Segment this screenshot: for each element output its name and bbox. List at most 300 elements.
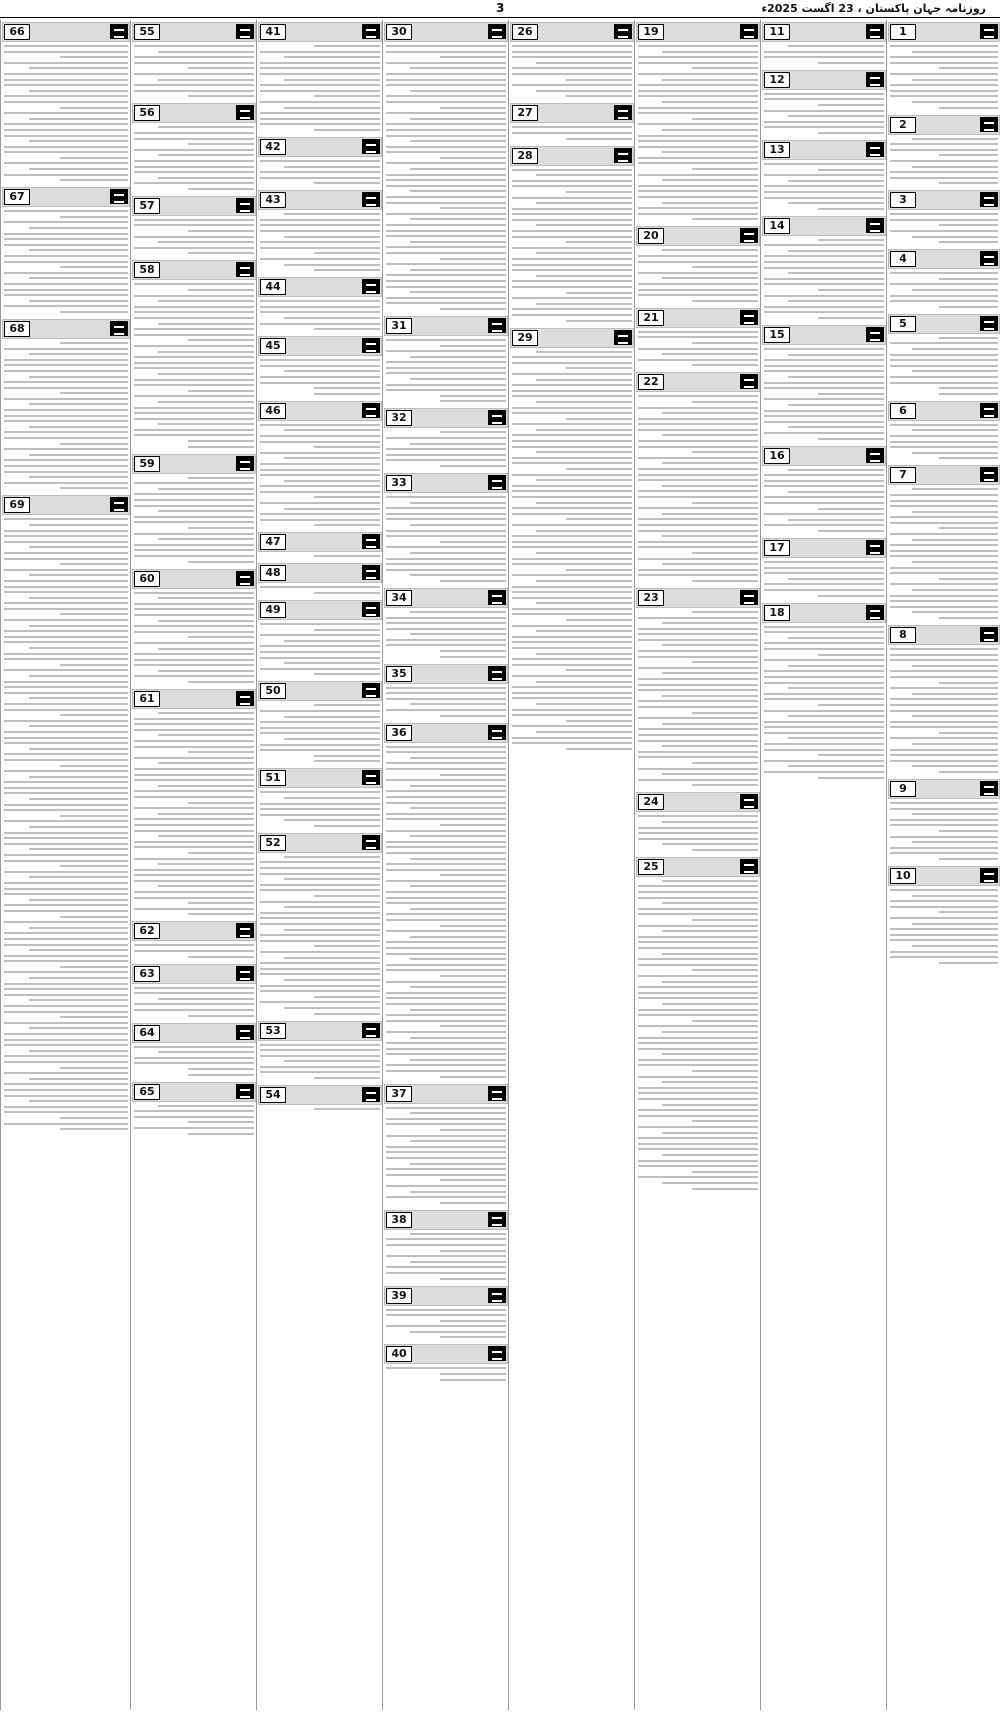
text-line — [260, 917, 380, 919]
text-line — [134, 718, 254, 720]
text-line — [638, 908, 758, 910]
text-line — [386, 1031, 506, 1033]
text-line — [536, 275, 632, 277]
item-number: 18 — [764, 605, 790, 621]
text-line — [512, 67, 632, 69]
text-line — [939, 962, 998, 964]
text-line — [134, 631, 254, 633]
item-body — [1, 45, 131, 181]
news-item — [383, 723, 509, 1078]
text-line — [314, 95, 380, 97]
text-line — [566, 720, 632, 722]
text-line — [410, 908, 506, 910]
text-line — [260, 219, 380, 221]
text-line — [188, 751, 254, 753]
text-line — [29, 1050, 128, 1052]
text-line — [134, 328, 254, 330]
text-line — [188, 440, 254, 442]
item-number: 68 — [4, 321, 30, 337]
item-number: 48 — [260, 565, 286, 581]
item-body — [761, 348, 887, 440]
text-line — [788, 180, 884, 182]
text-line — [260, 84, 380, 86]
text-line — [134, 367, 254, 369]
text-line — [662, 202, 758, 204]
text-line — [536, 502, 632, 504]
text-line — [284, 370, 380, 372]
news-item — [887, 22, 1000, 109]
text-line — [440, 1320, 506, 1322]
text-line — [60, 714, 128, 716]
item-header — [384, 588, 508, 608]
text-line — [60, 916, 128, 918]
text-line — [260, 727, 380, 729]
text-line — [386, 796, 506, 798]
text-line — [512, 219, 632, 221]
text-line — [260, 1066, 380, 1068]
text-line — [890, 160, 998, 162]
text-line — [764, 163, 884, 165]
text-line — [890, 687, 998, 689]
text-line — [638, 107, 758, 109]
text-line — [260, 814, 380, 816]
text-line — [512, 264, 632, 266]
text-line — [60, 1117, 128, 1119]
item-number: 2 — [890, 117, 916, 133]
item-header — [636, 226, 760, 246]
item-tag-icon — [740, 859, 758, 874]
text-line — [410, 443, 506, 445]
text-line — [4, 62, 128, 64]
text-line — [29, 524, 128, 526]
text-line — [4, 820, 128, 822]
text-line — [512, 636, 632, 638]
text-line — [410, 1059, 506, 1061]
text-line — [158, 712, 254, 714]
text-line — [764, 631, 884, 633]
item-number: 55 — [134, 24, 160, 40]
text-line — [314, 182, 380, 184]
text-line — [890, 219, 998, 221]
text-line — [386, 981, 506, 983]
text-line — [692, 580, 758, 582]
text-line — [386, 79, 506, 81]
item-number: 6 — [890, 403, 916, 419]
text-line — [134, 592, 254, 594]
text-line — [692, 266, 758, 268]
text-line — [60, 179, 128, 181]
text-line — [134, 625, 254, 627]
text-line — [692, 451, 758, 453]
item-number: 61 — [134, 691, 160, 707]
text-line — [638, 395, 758, 397]
text-line — [4, 541, 128, 543]
text-line — [134, 807, 254, 809]
text-line — [536, 552, 632, 554]
text-line — [764, 261, 884, 263]
text-line — [260, 732, 380, 734]
text-line — [134, 846, 254, 848]
text-line — [284, 508, 380, 510]
text-line — [4, 364, 128, 366]
text-line — [386, 129, 506, 131]
text-line — [440, 715, 506, 717]
text-line — [638, 423, 758, 425]
text-line — [939, 617, 998, 619]
item-body — [1, 518, 131, 1130]
text-line — [638, 667, 758, 669]
text-line — [764, 693, 884, 695]
text-line — [662, 277, 758, 279]
news-item — [635, 792, 761, 851]
text-line — [890, 213, 998, 215]
text-line — [29, 776, 128, 778]
text-line — [134, 334, 254, 336]
item-header — [258, 190, 382, 210]
text-line — [638, 891, 758, 893]
text-line — [662, 513, 758, 515]
item-body — [383, 45, 509, 310]
text-line — [188, 527, 254, 529]
text-line — [134, 897, 254, 899]
text-line — [410, 858, 506, 860]
item-number: 33 — [386, 475, 412, 491]
item-number: 51 — [260, 770, 286, 786]
text-line — [764, 191, 884, 193]
text-line — [440, 157, 506, 159]
text-line — [134, 729, 254, 731]
text-line — [638, 1137, 758, 1139]
text-line — [890, 149, 998, 151]
text-line — [314, 524, 380, 526]
text-line — [60, 311, 128, 313]
text-line — [60, 815, 128, 817]
text-line — [134, 407, 254, 409]
text-line — [890, 600, 998, 602]
text-line — [662, 485, 758, 487]
text-line — [284, 317, 380, 319]
text-line — [134, 746, 254, 748]
item-body — [383, 1367, 509, 1380]
text-line — [890, 522, 998, 524]
text-line — [260, 867, 380, 869]
text-line — [386, 174, 506, 176]
text-line — [536, 681, 632, 683]
item-header — [888, 314, 1000, 334]
item-tag-icon — [488, 725, 506, 740]
item-header — [258, 681, 382, 701]
item-number: 35 — [386, 666, 412, 682]
text-line — [134, 723, 254, 725]
text-line — [4, 720, 128, 722]
news-item — [887, 779, 1000, 860]
text-line — [4, 653, 128, 655]
text-line — [890, 295, 998, 297]
text-line — [638, 1115, 758, 1117]
text-line — [788, 765, 884, 767]
text-line — [638, 925, 758, 927]
text-line — [314, 760, 380, 762]
text-line — [284, 819, 380, 821]
news-item — [257, 681, 383, 762]
text-line — [440, 824, 506, 826]
text-line — [60, 216, 128, 218]
text-line — [662, 1132, 758, 1134]
item-body — [257, 45, 383, 131]
text-line — [638, 359, 758, 361]
text-line — [764, 185, 884, 187]
text-line — [662, 249, 758, 251]
item-number: 43 — [260, 192, 286, 208]
text-line — [440, 580, 506, 582]
item-body — [761, 469, 887, 533]
text-line — [134, 908, 254, 910]
text-line — [638, 936, 758, 938]
text-line — [662, 412, 758, 414]
item-tag-icon — [980, 316, 998, 331]
text-line — [818, 530, 884, 532]
text-line — [638, 331, 758, 333]
item-body — [383, 339, 509, 403]
text-line — [638, 897, 758, 899]
text-line — [890, 441, 998, 443]
text-line — [638, 213, 758, 215]
text-line — [890, 737, 998, 739]
news-item — [131, 1023, 257, 1076]
text-line — [29, 949, 128, 951]
text-line — [260, 744, 380, 746]
news-item — [887, 190, 1000, 243]
text-line — [29, 1027, 128, 1029]
text-line — [260, 463, 380, 465]
text-line — [4, 84, 128, 86]
text-line — [638, 1143, 758, 1145]
text-line — [912, 895, 998, 897]
text-line — [410, 552, 506, 554]
item-body — [257, 300, 383, 330]
item-number: 56 — [134, 105, 160, 121]
text-line — [410, 574, 506, 576]
text-line — [386, 1244, 506, 1246]
text-line — [536, 224, 632, 226]
text-line — [939, 771, 998, 773]
text-line — [134, 90, 254, 92]
text-line — [638, 135, 758, 137]
text-line — [692, 401, 758, 403]
text-line — [692, 342, 758, 344]
item-number: 65 — [134, 1084, 160, 1100]
text-line — [29, 426, 128, 428]
text-line — [764, 98, 884, 100]
text-line — [134, 412, 254, 414]
item-body — [887, 488, 1000, 619]
text-line — [386, 617, 506, 619]
text-line — [386, 280, 506, 282]
text-line — [638, 348, 758, 350]
text-line — [284, 906, 380, 908]
text-line — [260, 861, 380, 863]
text-line — [158, 597, 254, 599]
text-line — [134, 796, 254, 798]
text-line — [260, 912, 380, 914]
item-tag-icon — [740, 24, 758, 39]
text-line — [638, 1042, 758, 1044]
text-line — [284, 1007, 380, 1009]
text-line — [512, 507, 632, 509]
text-line — [638, 336, 758, 338]
text-line — [158, 154, 254, 156]
text-line — [386, 367, 506, 369]
text-line — [134, 992, 254, 994]
text-line — [440, 874, 506, 876]
text-line — [386, 639, 506, 641]
text-line — [386, 135, 506, 137]
text-line — [314, 328, 380, 330]
text-line — [4, 753, 128, 755]
news-item — [887, 866, 1000, 964]
text-line — [512, 625, 632, 627]
text-line — [260, 382, 380, 384]
text-line — [4, 1022, 128, 1024]
text-line — [638, 827, 758, 829]
text-line — [764, 513, 884, 515]
text-line — [788, 354, 884, 356]
text-line — [386, 919, 506, 921]
text-line — [512, 423, 632, 425]
text-line — [912, 841, 998, 843]
text-line — [386, 1314, 506, 1316]
text-line — [512, 737, 632, 739]
text-line — [638, 656, 758, 658]
text-line — [386, 123, 506, 125]
item-number: 9 — [890, 781, 916, 797]
text-line — [662, 79, 758, 81]
text-line — [4, 123, 128, 125]
text-line — [4, 636, 128, 638]
text-line — [260, 923, 380, 925]
text-line — [662, 672, 758, 674]
text-line — [260, 803, 380, 805]
text-line — [386, 569, 506, 571]
item-body — [887, 648, 1000, 773]
text-line — [536, 202, 632, 204]
text-line — [536, 580, 632, 582]
item-number: 52 — [260, 835, 286, 851]
item-number: 67 — [4, 189, 30, 205]
item-number: 63 — [134, 966, 160, 982]
text-line — [4, 482, 128, 484]
text-line — [260, 1055, 380, 1057]
text-line — [4, 238, 128, 240]
text-line — [4, 420, 128, 422]
text-line — [260, 469, 380, 471]
item-number: 42 — [260, 139, 286, 155]
item-tag-icon — [488, 410, 506, 425]
text-line — [764, 589, 884, 591]
text-line — [512, 474, 632, 476]
text-line — [134, 138, 254, 140]
item-body — [257, 856, 383, 1015]
item-header — [132, 103, 256, 123]
column-c7 — [130, 20, 257, 1710]
text-line — [638, 689, 758, 691]
text-line — [386, 112, 506, 114]
news-item — [131, 1082, 257, 1135]
text-line — [788, 250, 884, 252]
text-line — [284, 429, 380, 431]
item-header — [258, 401, 382, 421]
text-line — [386, 1196, 506, 1198]
news-item — [383, 408, 509, 467]
item-header — [384, 22, 508, 42]
text-line — [890, 572, 998, 574]
item-body — [131, 712, 257, 915]
text-line — [692, 300, 758, 302]
text-line — [440, 656, 506, 658]
text-line — [638, 468, 758, 470]
text-line — [912, 511, 998, 513]
text-line — [4, 1123, 128, 1125]
text-line — [260, 247, 380, 249]
text-line — [890, 917, 998, 919]
text-line — [29, 748, 128, 750]
item-body — [131, 126, 257, 190]
text-line — [912, 101, 998, 103]
text-line — [134, 891, 254, 893]
text-line — [512, 373, 632, 375]
text-line — [890, 435, 998, 437]
text-line — [512, 608, 632, 610]
text-line — [4, 787, 128, 789]
item-tag-icon — [236, 24, 254, 39]
item-body — [635, 395, 761, 582]
item-header — [258, 336, 382, 356]
text-line — [764, 415, 884, 417]
news-item — [131, 569, 257, 684]
text-line — [512, 51, 632, 53]
news-item — [131, 921, 257, 957]
text-line — [566, 669, 632, 671]
news-item — [131, 103, 257, 190]
text-line — [260, 306, 380, 308]
item-header — [132, 1023, 256, 1043]
text-line — [386, 73, 506, 75]
text-line — [134, 56, 254, 58]
text-line — [386, 779, 506, 781]
text-line — [410, 269, 506, 271]
text-line — [638, 272, 758, 274]
text-line — [4, 709, 128, 711]
item-header — [2, 319, 130, 339]
text-line — [134, 880, 254, 882]
text-line — [60, 664, 128, 666]
text-line — [440, 541, 506, 543]
text-line — [188, 681, 254, 683]
text-line — [536, 252, 632, 254]
text-line — [134, 555, 254, 557]
text-line — [638, 261, 758, 263]
item-number: 10 — [890, 868, 916, 884]
text-line — [4, 882, 128, 884]
text-line — [512, 535, 632, 537]
item-body — [131, 1105, 257, 1135]
text-line — [638, 574, 758, 576]
text-line — [764, 648, 884, 650]
text-line — [638, 518, 758, 520]
text-line — [386, 692, 506, 694]
item-body — [1, 342, 131, 489]
text-line — [638, 1148, 758, 1150]
